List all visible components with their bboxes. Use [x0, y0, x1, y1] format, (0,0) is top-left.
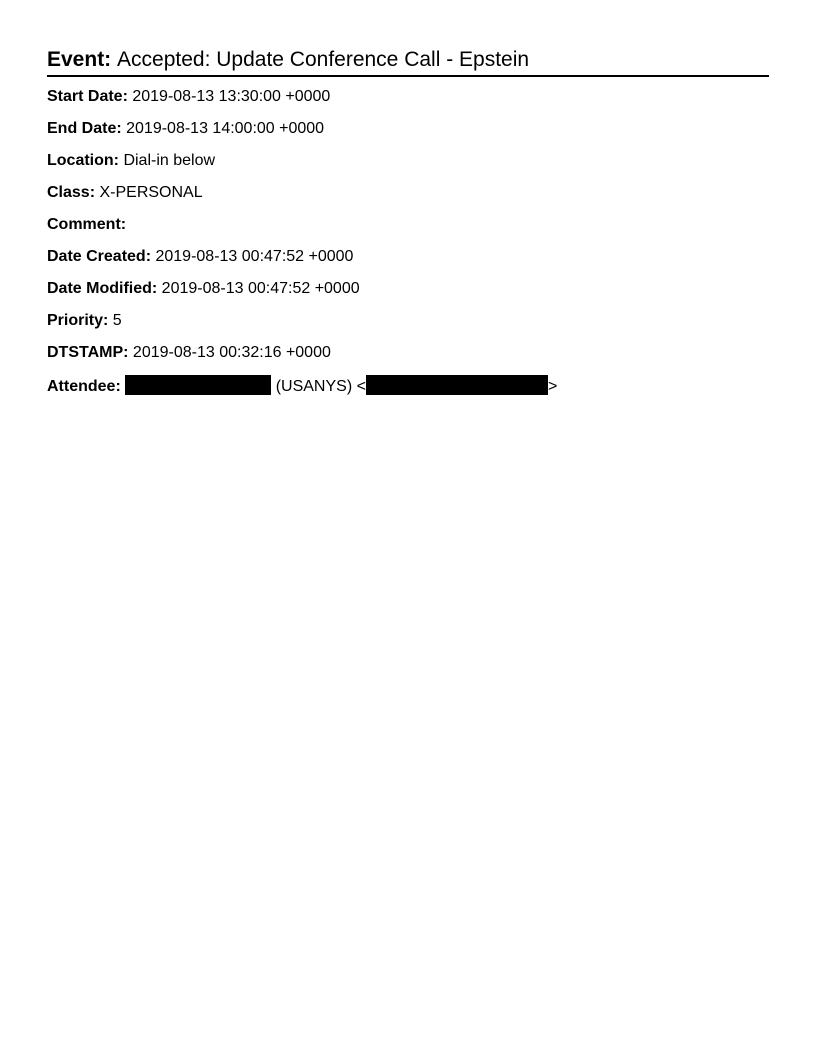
location-row — [47, 151, 769, 171]
class-label: Class: — [47, 184, 100, 201]
dtstamp-row — [47, 343, 769, 363]
location-value: Dial-in below — [123, 152, 216, 169]
calendar-event-document — [47, 46, 769, 407]
attendee-close-bracket: > — [547, 378, 558, 395]
priority-value: 5 — [112, 312, 122, 329]
event-label: Event: — [47, 48, 118, 71]
date-modified-value: 2019-08-13 00:47:52 +0000 — [161, 280, 360, 297]
priority-label: Priority: — [47, 312, 113, 329]
attendee-row — [47, 375, 769, 395]
class-value: X-PERSONAL — [99, 184, 203, 201]
event-title — [47, 46, 769, 77]
event-fields — [47, 87, 769, 395]
attendee-label: Attendee: — [47, 378, 126, 395]
start-date-row — [47, 87, 769, 107]
attendee-org: (USANYS) — [275, 378, 357, 395]
class-row — [47, 183, 769, 203]
dtstamp-label: DTSTAMP: — [47, 344, 133, 361]
date-modified-label: Date Modified: — [47, 280, 162, 297]
end-date-value: 2019-08-13 14:00:00 +0000 — [126, 120, 325, 137]
comment-row — [47, 215, 769, 235]
attendee-open-bracket: < — [356, 378, 366, 395]
dtstamp-value: 2019-08-13 00:32:16 +0000 — [132, 344, 331, 361]
attendee-email-redaction — [366, 375, 548, 395]
start-date-value: 2019-08-13 13:30:00 +0000 — [132, 88, 331, 105]
attendee-name-redaction — [125, 375, 271, 395]
date-created-value: 2019-08-13 00:47:52 +0000 — [155, 248, 354, 265]
date-modified-row — [47, 279, 769, 299]
end-date-row — [47, 119, 769, 139]
date-created-label: Date Created: — [47, 248, 156, 265]
end-date-label: End Date: — [47, 120, 127, 137]
priority-row — [47, 311, 769, 331]
location-label: Location: — [47, 152, 124, 169]
date-created-row — [47, 247, 769, 267]
event-value: Accepted: Update Conference Call - Epstein — [117, 48, 530, 71]
comment-label: Comment: — [47, 216, 127, 233]
start-date-label: Start Date: — [47, 88, 133, 105]
